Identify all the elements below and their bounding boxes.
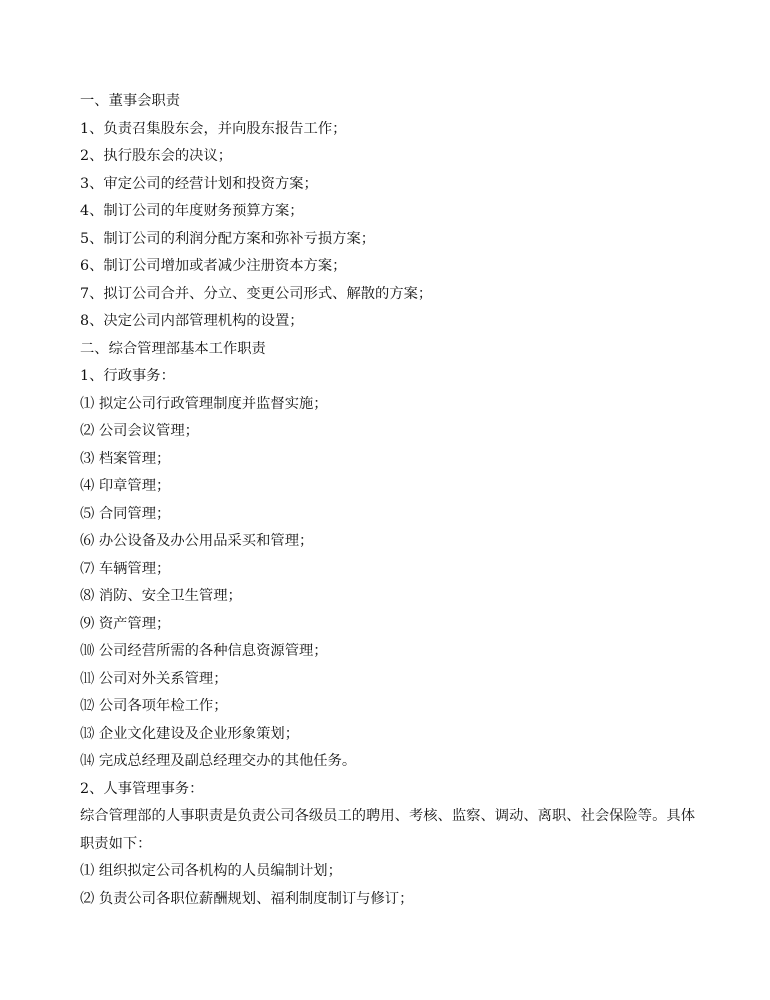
admin-item-6: ⑹ 办公设备及办公用品采买和管理； xyxy=(80,533,314,549)
section-heading-admin-dept: 二、综合管理部基本工作职责 xyxy=(80,340,266,357)
hr-affairs-title: 2、人事管理事务： xyxy=(80,780,204,797)
admin-item-11: ⑾ 公司对外关系管理； xyxy=(80,670,228,687)
admin-item-2: ⑵ 公司会议管理； xyxy=(80,423,199,439)
admin-item-7: ⑺ 车辆管理； xyxy=(80,560,171,577)
board-duty-5: 5、制订公司的利润分配方案和弥补亏损方案； xyxy=(80,230,376,247)
admin-item-8: ⑻ 消防、安全卫生管理； xyxy=(80,588,242,604)
admin-item-5: ⑸ 合同管理； xyxy=(80,505,171,522)
admin-item-3: ⑶ 档案管理； xyxy=(80,450,171,467)
board-duty-3: 3、审定公司的经营计划和投资方案； xyxy=(80,175,318,192)
board-duty-2: 2、执行股东会的决议； xyxy=(80,148,233,164)
admin-item-10: ⑽ 公司经营所需的各种信息资源管理； xyxy=(80,643,328,659)
admin-item-9: ⑼ 资产管理； xyxy=(80,615,171,632)
document-page xyxy=(80,88,695,913)
hr-item-1: ⑴ 组织拟定公司各机构的人员编制计划； xyxy=(80,863,342,879)
section-heading-board: 一、董事会职责 xyxy=(80,93,181,109)
hr-intro-paragraph: 综合管理部的人事职责是负责公司各级员工的聘用、考核、监察、调动、离职、社会保险等。具体职责如下： xyxy=(80,808,695,852)
admin-item-12: ⑿ 公司各项年检工作； xyxy=(80,698,228,714)
board-duty-1: 1、负责召集股东会，并向股东报告工作； xyxy=(80,120,347,137)
admin-item-1: ⑴ 拟定公司行政管理制度并监督实施； xyxy=(80,395,328,412)
hr-item-2: ⑵ 负责公司各职位薪酬规划、福利制度制订与修订； xyxy=(80,890,414,907)
board-duty-6: 6、制订公司增加或者减少注册资本方案； xyxy=(80,258,347,274)
admin-item-4: ⑷ 印章管理； xyxy=(80,478,171,494)
admin-affairs-title: 1、行政事务： xyxy=(80,368,175,384)
board-duty-7: 7、拟订公司合并、分立、变更公司形式、解散的方案； xyxy=(80,285,433,302)
board-duty-4: 4、制订公司的年度财务预算方案； xyxy=(80,203,304,219)
admin-item-14: ⒁ 完成总经理及副总经理交办的其他任务。 xyxy=(80,753,357,769)
admin-item-13: ⒀ 企业文化建设及企业形象策划； xyxy=(80,725,299,742)
board-duty-8: 8、决定公司内部管理机构的设置； xyxy=(80,313,304,329)
